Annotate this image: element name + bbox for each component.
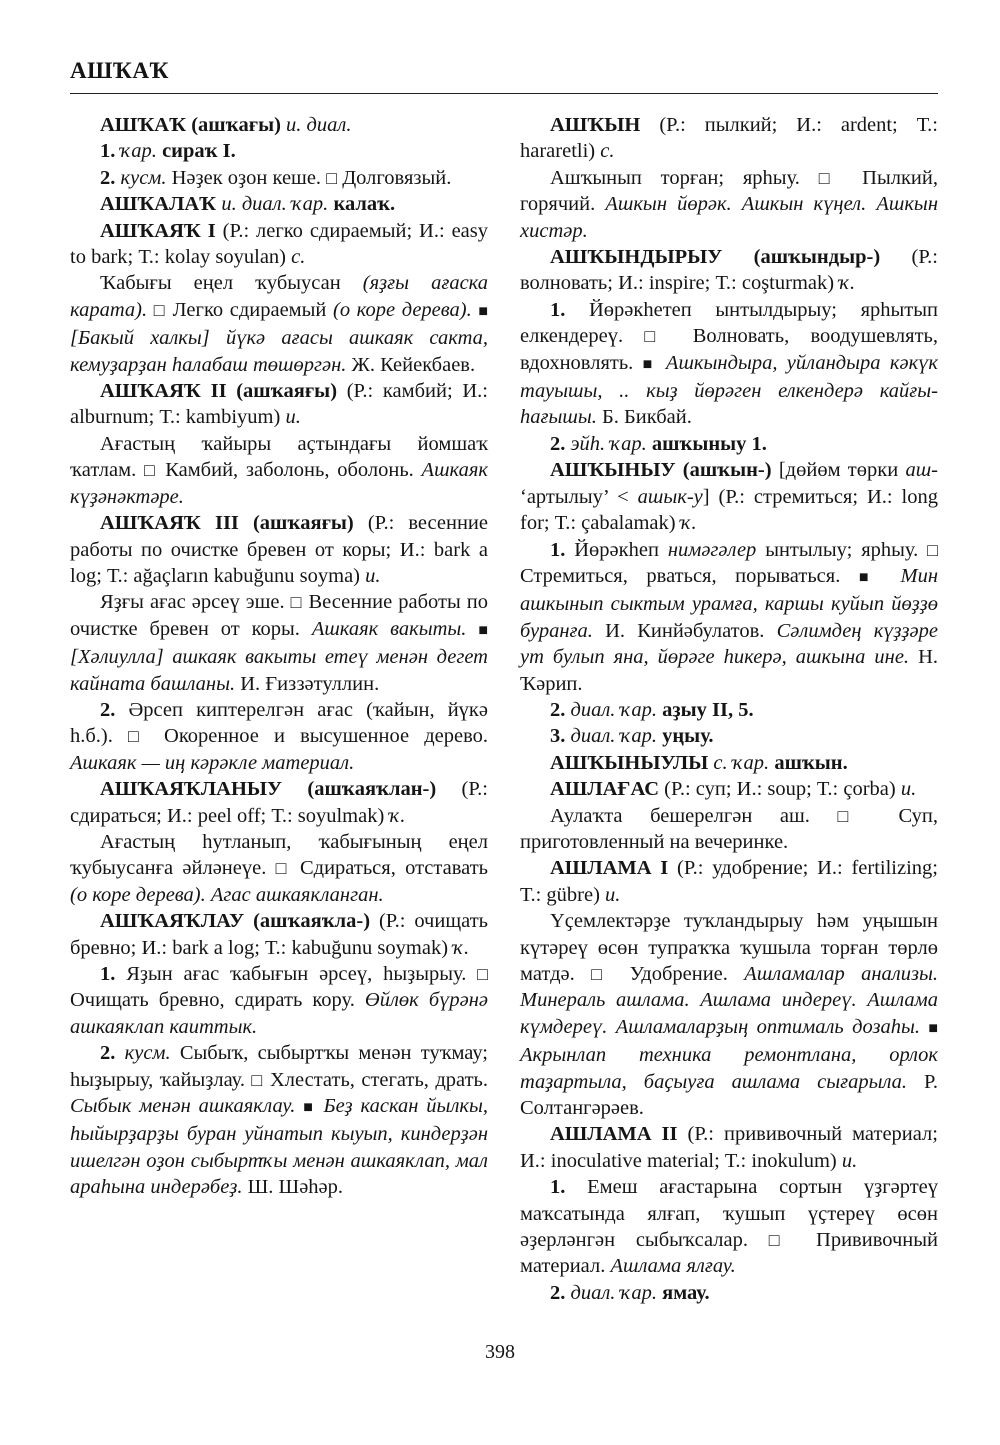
text-run: диал. ҡар.	[570, 698, 663, 721]
translation-marker: □	[768, 1230, 796, 1251]
text-run: Аулаҡта бешерелгән аш.	[550, 804, 838, 827]
text-run: ашык-у	[637, 485, 703, 508]
dictionary-paragraph	[520, 165, 938, 244]
text-run: ашҡыныу 1.	[651, 432, 767, 455]
text-run: АШҠАҠ (ашҡағы)	[100, 114, 287, 136]
right-column	[520, 112, 938, 1306]
text-run: (Р.: волновать; И.: inspire; Т.: coşturmak)	[520, 246, 938, 295]
header-rule	[70, 93, 938, 94]
text-run: и. диал.	[286, 114, 352, 136]
text-run: Үҫемлектәрҙе туҡландырыу һәм уңышын күтәреү өсөн тупраҡҡа ҡушыла торған төрлө матдә.	[520, 910, 938, 985]
text-run: ‘артылыу’ <	[520, 485, 638, 508]
translation-marker: □	[290, 592, 303, 613]
text-run: 2.	[100, 166, 121, 189]
dictionary-paragraph	[520, 803, 938, 856]
text-run: АШЛАМА I	[550, 857, 677, 880]
dictionary-paragraph	[520, 297, 938, 431]
text-run: 2.	[550, 432, 571, 455]
text-run: АШҠАЯҠЛАНЫУ (ашҡаяҡлан-)	[100, 778, 462, 801]
text-run: Суп, приготовленный на вечеринке.	[520, 804, 938, 853]
text-run: Легко сдираемый	[166, 298, 333, 321]
text-run: Сдираться, отставать	[290, 857, 489, 880]
text-run: 1.	[550, 538, 575, 561]
text-run: диал. ҡар.	[570, 1281, 663, 1304]
text-run: ҡар.	[120, 140, 163, 163]
translation-marker: □	[818, 167, 844, 188]
text-run: 1.	[550, 1176, 588, 1199]
text-run: 3.	[550, 725, 571, 748]
text-run: ынтылыу; ярһыу.	[765, 538, 928, 561]
translation-marker: □	[251, 1069, 264, 1090]
dictionary-paragraph	[520, 244, 938, 297]
text-run: ҡ.	[839, 272, 856, 295]
dictionary-paragraph	[520, 457, 938, 536]
text-run: (Р.: удобрение; И.: fertilizing; Т.: gübre)	[520, 857, 938, 906]
translation-marker: □	[275, 858, 291, 879]
text-run: АШҠЫН	[550, 114, 660, 136]
text-run: нимәгәлер	[667, 538, 766, 561]
text-run: АШҠАЯҠ II (ашҡаяғы)	[100, 380, 347, 403]
dictionary-paragraph	[520, 1280, 938, 1306]
text-run: Сыбык менән ашкаяклау.	[70, 1095, 304, 1118]
text-run: (Р.: пылкий; И.: ardent; Т.: hararetli)	[520, 114, 938, 163]
text-run: Ағастың ҡайыры аҫтындағы йомшаҡ ҡатлам.	[70, 432, 488, 482]
page-number: 398	[485, 1341, 515, 1363]
text-run: (Р.: легко сдираемый; И.: easy to bark; Т.: kolay soyulan)	[70, 219, 488, 269]
text-run: 2.	[550, 1281, 571, 1304]
text-run: (Р.: прививочный материал; И.: inoculative material; Т.: inokulum)	[520, 1123, 938, 1172]
text-run: (яҙғы ағаска карата).	[70, 272, 489, 321]
dictionary-paragraph	[520, 776, 938, 802]
text-run: (Р.: камбий; И.: alburnum; Т.: kambiyum)	[70, 380, 488, 429]
dictionary-paragraph	[520, 112, 938, 165]
translation-marker: □	[326, 167, 338, 188]
text-run: Удобрение.	[613, 963, 745, 985]
text-run: Очищать бревно, сдирать кору.	[70, 989, 365, 1012]
text-run: [Бакый халкы] йүкә ағасы ашкаяк сакта, кемуҙарҙан һалабаш төшөргән.	[70, 327, 488, 376]
translation-marker: □	[644, 326, 672, 347]
text-run: ҡ.	[680, 512, 697, 535]
dictionary-paragraph	[520, 1174, 938, 1280]
translation-marker: □	[837, 805, 871, 826]
text-run: Ж. Кейекбаев.	[351, 353, 476, 376]
translation-marker: □	[477, 964, 489, 984]
text-run: Р. Солтангәрәев.	[520, 1070, 938, 1120]
text-run: и.	[365, 564, 381, 587]
text-run: сираҡ I.	[162, 140, 236, 163]
text-run: Ашкаяк вакыты.	[311, 617, 479, 640]
text-run: эйһ. ҡар.	[570, 432, 652, 455]
text-run: (Р.: суп; И.: soup; Т.: çorba)	[664, 778, 901, 801]
text-run: И. Кинйәбулатов.	[605, 619, 777, 642]
text-run: Беҙ каскан йылкы, һыйырҙарҙы буран уйнатып кыуып, киндерҙән ишелгән оҙон сыбыртҡы менән ашкаяклап, мал араһына индерәбеҙ.	[70, 1095, 488, 1199]
text-run: Сыбыҡ, сыбыртҡы менән туҡмау; һыҙырыу, ҡайыҙлау.	[70, 1042, 489, 1091]
dictionary-paragraph	[70, 270, 488, 378]
text-run: (о коре дерева).	[333, 298, 479, 321]
text-run: [Хәлиулла] ашкаяк вакыты етеү менән дегет кайната башланы.	[70, 646, 488, 695]
text-run: АШҠЫНЫУЛЫ	[550, 751, 714, 774]
text-run: ҡ.	[453, 936, 470, 959]
example-marker: ■	[642, 355, 657, 373]
text-run: Прививочный материал.	[520, 1229, 938, 1278]
text-run: Ашкын йөрәк. Ашкын күңел. Ашкын хистәр.	[520, 193, 938, 242]
dictionary-paragraph	[70, 776, 488, 829]
text-run: АШҠАЯҠ I	[100, 219, 223, 242]
text-run: (о коре дерева). Агас ашкаякланган.	[70, 883, 384, 906]
text-run: Йөрәкһетеп ынтылдырыу; ярһытып елкендереү.	[520, 298, 938, 348]
dictionary-paragraph	[520, 697, 938, 723]
text-run: аш-	[905, 459, 938, 482]
left-column	[70, 112, 488, 1201]
text-run: 2.	[550, 698, 571, 721]
text-run: с.	[291, 246, 306, 269]
text-run: Нәҙек оҙон кеше.	[171, 166, 327, 189]
dictionary-paragraph	[70, 961, 488, 1040]
text-run: ямау.	[662, 1281, 710, 1304]
text-run: Н. Ҡәрип.	[520, 646, 938, 695]
translation-marker: □	[128, 726, 149, 747]
example-marker: ■	[478, 302, 489, 320]
text-run: Ашкаяк — иң кәрәкле материал.	[70, 751, 355, 774]
text-run: (Р.: сдираться; И.: peel off; Т.: soyulmak)	[70, 778, 488, 827]
dictionary-paragraph	[70, 165, 488, 191]
text-run: и. диал. ҡар.	[221, 193, 334, 216]
text-run: Долговязый.	[337, 166, 452, 189]
dictionary-paragraph	[70, 218, 488, 271]
example-marker: ■	[303, 1099, 316, 1117]
text-run: и.	[900, 778, 917, 801]
text-run: Ш. Шәһәр.	[247, 1176, 344, 1199]
text-run: Мин ашкынып сыктым урамға, каршы куйып йөҙҙө буранға.	[520, 564, 938, 642]
text-run: Ашламалар анализы. Минераль ашлама. Ашлама индереү. Ашлама күмдереү. Ашламаларҙың оптималь дозаһы.	[520, 963, 938, 1038]
dictionary-paragraph	[70, 589, 488, 697]
text-run: и.	[285, 406, 301, 429]
text-run: (Р.: весенние работы по очистке бревен от коры; И.: bark a log; Т.: ağaçların kabuğunu soyma)	[70, 512, 488, 587]
dictionary-paragraph	[520, 537, 938, 697]
dictionary-paragraph	[70, 138, 488, 164]
text-run: Акрынлап техника ремонтлана, орлок таҙартыла, баҫыуға ашлама сығарыла.	[520, 1044, 938, 1093]
text-run: 1.	[550, 298, 589, 321]
dictionary-paragraph	[520, 431, 938, 457]
text-run: и.	[841, 1149, 858, 1172]
text-run: 2.	[100, 698, 129, 721]
dictionary-paragraph	[70, 112, 488, 138]
text-run: [дөйөм төрки	[778, 459, 906, 482]
text-run: кусм.	[124, 1042, 180, 1065]
text-run: АШҠАЛАҠ	[100, 193, 222, 216]
dictionary-paragraph	[520, 855, 938, 908]
translation-marker: □	[927, 539, 938, 560]
text-run: Емеш ағастарына сортын үҙгәртеү маҡсатында ялғап, ҡушып үҫтереү өсөн әҙерләнгән сыбыҡсалар.	[520, 1176, 938, 1252]
text-run: калаҡ.	[333, 193, 396, 216]
text-run: АШЛАМА II	[550, 1123, 688, 1146]
text-run: Хлестать, стегать, драть.	[263, 1068, 489, 1091]
text-run: АШҠАЯҠ III (ашҡаяғы)	[100, 512, 368, 535]
dictionary-paragraph	[70, 510, 488, 589]
dictionary-paragraph	[70, 908, 488, 961]
running-head: АШҠАҠ	[70, 58, 170, 83]
text-run: ашҡын.	[774, 751, 848, 774]
text-run: Ағастың һутланып, ҡабығының еңел ҡубыусанға әйләнеүе.	[70, 830, 488, 880]
text-run: Ашҡынып торған; ярһыу.	[550, 166, 819, 189]
dictionary-paragraph	[70, 378, 488, 431]
text-run: аҙыу II, 5.	[662, 698, 754, 721]
text-run: (Р.: очищать бревно; И.: bark a log; Т.: kabuğunu soymak)	[70, 910, 488, 959]
text-run: АШҠЫНЫУ (ашҡын-)	[550, 459, 779, 482]
text-run: с. ҡар.	[713, 751, 775, 774]
text-run: Ашкындыра, уйландыра кәкүк тауышы, .. кыҙ йөрәген елкендерә кайғы-һағышы.	[520, 351, 938, 429]
dictionary-paragraph	[70, 697, 488, 776]
text-run: АШҠЫНДЫРЫУ (ашҡындыр-)	[550, 246, 912, 269]
text-run: 1.	[100, 140, 121, 163]
text-run: Окоренное и высушенное дерево.	[148, 725, 488, 748]
text-run: Өйлөк бүрәнә ашкаяклап каиттык.	[70, 989, 488, 1038]
text-run: 2.	[100, 1042, 125, 1065]
text-run: 1.	[100, 963, 127, 985]
text-run: Весенние работы по очистке бревен от коры.	[70, 591, 488, 640]
dictionary-paragraph	[70, 431, 488, 510]
dictionary-paragraph	[70, 1040, 488, 1200]
text-run: ҡ.	[389, 804, 406, 827]
text-run: Ҡабығы еңел ҡубыусан	[100, 272, 363, 295]
text-run: кусм.	[120, 166, 172, 189]
text-run: уңыу.	[662, 725, 714, 748]
text-run: Б. Бикбай.	[602, 406, 692, 429]
dictionary-paragraph	[520, 723, 938, 749]
text-run: И. Ғиззәтуллин.	[240, 672, 380, 695]
text-run: ] (Р.: стремиться; И.: long for; Т.: çabalamak)	[520, 485, 938, 535]
text-run: Йөрәкһеп	[574, 538, 668, 561]
translation-marker: □	[153, 299, 167, 320]
text-run: Ашлама ялғау.	[610, 1255, 736, 1278]
text-run: Стремиться, рваться, порываться.	[520, 564, 859, 587]
text-run: АШҠАЯҠЛАУ (ашҡаяҡла-)	[100, 910, 379, 933]
text-run: с.	[600, 140, 615, 163]
example-marker: ■	[858, 568, 882, 586]
text-run: Яҙғы ағас әрсеү эше.	[100, 591, 291, 614]
text-run: Сәлимдең күҙҙәре ут булып яна, йөрәге һикерә, ашкына ине.	[520, 619, 939, 669]
dictionary-paragraph	[70, 829, 488, 908]
translation-marker: □	[591, 964, 614, 984]
text-run: Пылкий, горячий.	[520, 166, 938, 216]
text-run: Ашкаяк күҙәнәктәре.	[70, 459, 488, 508]
text-run: Волновать, воодушевлять, вдохновлять.	[520, 325, 939, 374]
dictionary-paragraph	[520, 908, 938, 1121]
text-run: Яҙын ағас ҡабығын әрсеү, һыҙырыу.	[126, 963, 478, 985]
dictionary-paragraph	[520, 750, 938, 776]
example-marker: ■	[928, 1019, 938, 1037]
example-marker: ■	[478, 621, 488, 639]
text-run: Камбий, заболонь, оболонь.	[157, 459, 422, 482]
dictionary-paragraph	[520, 1121, 938, 1174]
text-run: Әрсеп киптерелгән ағас (ҡайын, йүкә һ.б.).	[70, 698, 488, 748]
dictionary-paragraph	[70, 191, 488, 217]
text-run: АШЛАҒАС	[550, 778, 665, 801]
text-run: диал. ҡар.	[570, 725, 663, 748]
translation-marker: □	[143, 460, 158, 481]
text-run: и.	[605, 883, 621, 906]
